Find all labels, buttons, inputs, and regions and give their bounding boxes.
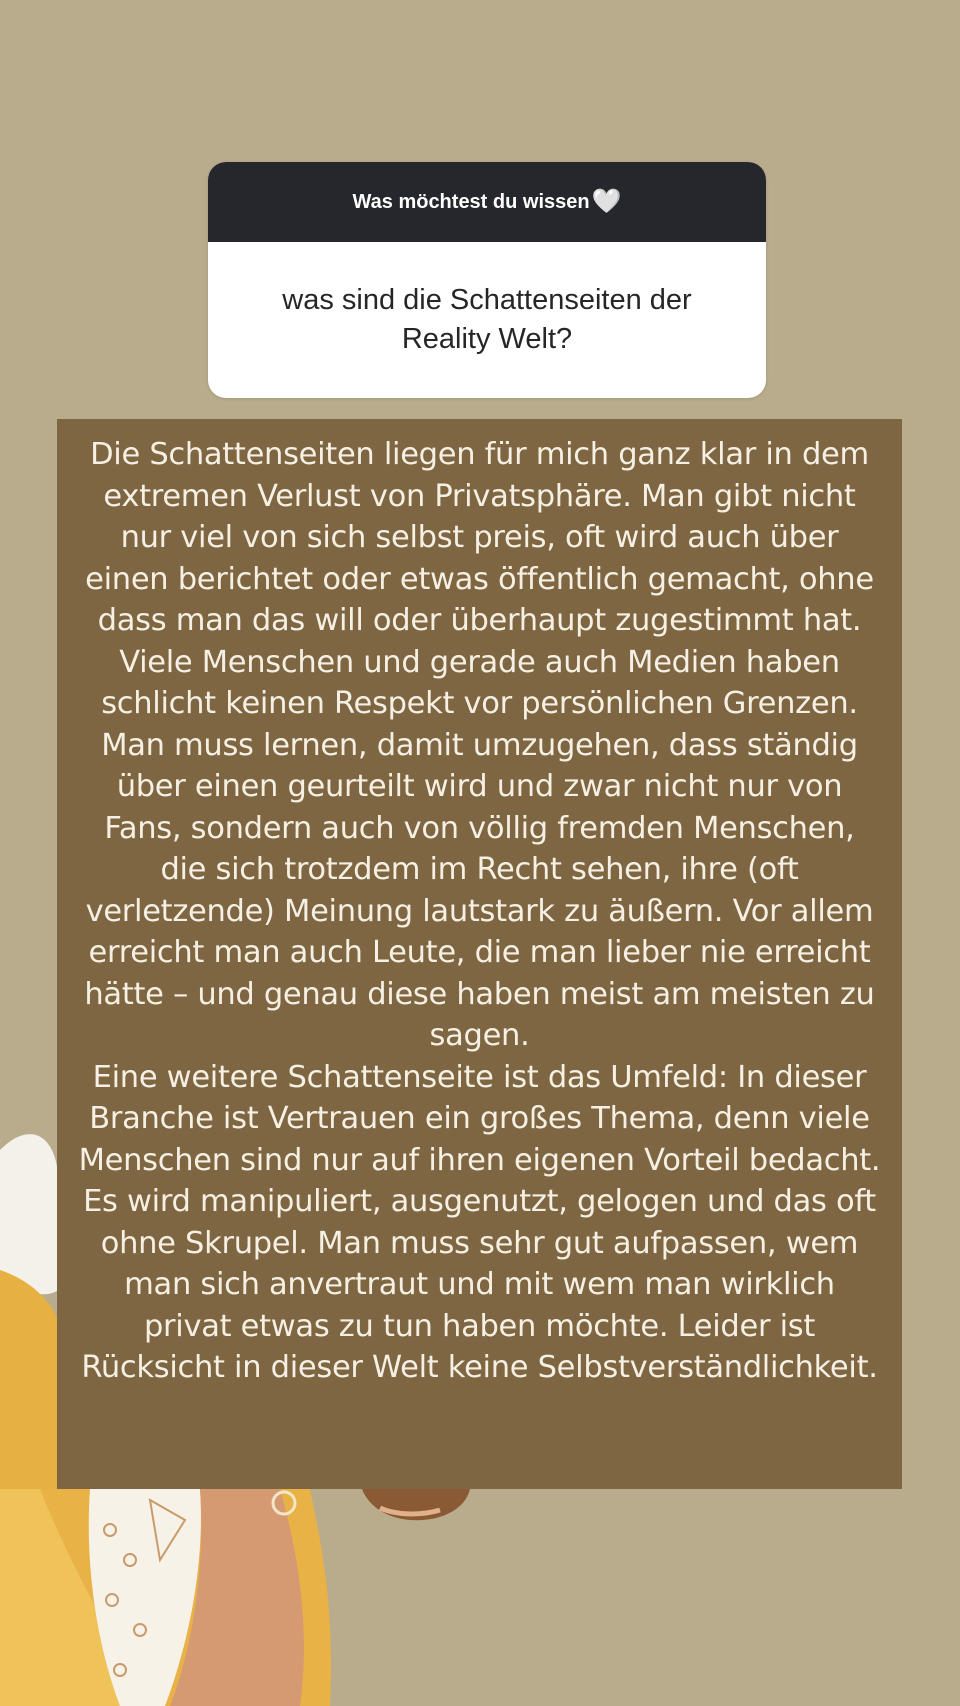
question-text: was sind die Schattenseiten der Reality Welt? [282, 284, 692, 355]
answer-paragraph-3: Eine weitere Schattenseite ist das Umfeld: In dieser Branche ist Vertrauen ein großes Thema, denn viele Menschen sind nur auf ihren eigenen Vorteil bedacht. Es wird manipuliert, ausgenutzt, gelogen und das oft ohne Skrupel. Man muss sehr gut aufpassen, wem man sich anvertraut und mit wem man wirklich privat etwas zu tun haben möchte. Leider ist Rücksicht in dieser Welt keine Selbstverständlichkeit. [78, 1059, 881, 1385]
question-text-area [208, 242, 766, 398]
answer-paragraph-2: Man muss lernen, damit umzugehen, dass ständig über einen geurteilt wird und zwar nicht nur von Fans, sondern auch von völlig fremden Menschen, die sich trotzdem im Recht sehen, ihre (oft verletzende) Meinung lautstark zu äußern. Vor allem erreicht man auch Leute, die man lieber nie erreicht hätte – und genau diese haben meist am meisten zu sagen. [84, 727, 875, 1053]
question-header [208, 162, 766, 242]
answer-text-box [57, 419, 902, 1489]
heart-icon: 🤍 [591, 188, 622, 215]
question-prompt: Was möchtest du wissen [352, 190, 590, 213]
question-sticker[interactable] [208, 162, 766, 398]
answer-paragraph-1: Die Schattenseiten liegen für mich ganz klar in dem extremen Verlust von Privatsphäre. Man gibt nicht nur viel von sich selbst preis, oft wird auch über einen berichtet oder etwas öffentlich gemacht, ohne dass man das will oder überhaupt zugestimmt hat. Viele Menschen und gerade auch Medien haben schlicht keinen Respekt vor persönlichen Grenzen. [85, 437, 874, 721]
